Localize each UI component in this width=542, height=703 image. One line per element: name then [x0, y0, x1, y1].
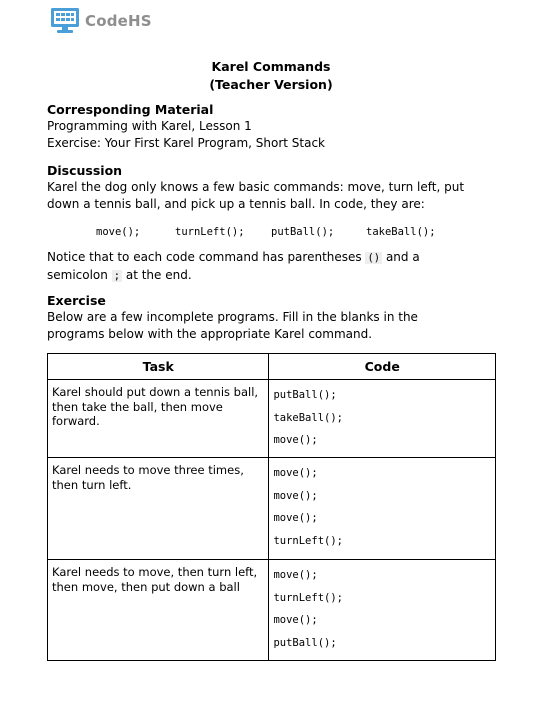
code-list	[269, 560, 495, 654]
discussion-heading: Discussion	[47, 163, 123, 178]
exercise-text: Below are a few incomplete programs. Fill in the blanks in the programs below with the appropriate Karel command.	[47, 310, 418, 341]
code-line: move();	[273, 569, 318, 581]
task-description: Karel should put down a tennis ball, then take the ball, then move forward.	[52, 385, 259, 428]
task-cell	[48, 458, 269, 560]
discussion-text: Karel the dog only knows a few basic commands: move, turn left, put down a tennis ball, and pick up a tennis ball. In code, they are:	[47, 180, 465, 211]
code-line: move();	[273, 489, 318, 502]
code-column-header: Code	[269, 354, 496, 380]
parentheses-code: ()	[367, 252, 381, 264]
logo-text: CodeHS	[85, 11, 152, 30]
task-description: Karel needs to move three times, then turn left.	[52, 463, 244, 492]
code-cell	[269, 380, 496, 458]
discussion-section	[47, 162, 492, 213]
codehs-logo	[50, 7, 152, 34]
table-row	[48, 458, 496, 560]
code-cell	[269, 560, 496, 661]
notice-text-start: Notice that to each code command has parentheses	[47, 250, 366, 264]
table-row	[48, 380, 496, 458]
table-header-row	[48, 354, 496, 380]
task-code-table	[47, 353, 496, 661]
table-row	[48, 560, 496, 661]
code-line: move();	[273, 512, 318, 524]
title-line-1: Karel Commands	[211, 59, 331, 74]
code-cell	[269, 458, 496, 560]
code-line: putBall();	[273, 389, 337, 401]
command-putball: putBall();	[271, 226, 335, 238]
exercise-section	[47, 292, 447, 343]
command-takeball: takeBall();	[366, 226, 436, 238]
code-line: turnLeft();	[273, 591, 343, 604]
notice-text-end: at the end.	[122, 268, 192, 282]
document-title	[0, 58, 542, 94]
semicolon-code: ;	[113, 270, 121, 282]
code-line: move();	[273, 434, 318, 446]
code-list	[269, 458, 495, 552]
title-line-2: (Teacher Version)	[209, 77, 333, 92]
computer-monitor-icon	[50, 7, 80, 34]
code-line: takeBall();	[273, 411, 343, 424]
corresponding-material-section	[47, 101, 497, 152]
code-line: move();	[273, 614, 318, 626]
material-exercise: Exercise: Your First Karel Program, Short Stack	[47, 136, 326, 150]
notice-paragraph	[47, 249, 447, 285]
code-list	[269, 380, 495, 452]
task-description: Karel needs to move, then turn left, then move, then put down a ball	[52, 565, 258, 594]
material-lesson: Programming with Karel, Lesson 1	[47, 119, 252, 133]
corresponding-material-heading: Corresponding Material	[47, 102, 214, 117]
code-line: putBall();	[273, 636, 337, 649]
command-turnleft: turnLeft();	[175, 226, 245, 238]
code-line: move();	[273, 467, 318, 479]
task-cell	[48, 380, 269, 458]
command-move: move();	[96, 226, 141, 238]
exercise-heading: Exercise	[47, 293, 106, 308]
code-line: turnLeft();	[273, 534, 343, 547]
notice-text-middle: and a semicolon	[47, 250, 420, 282]
task-cell	[48, 560, 269, 661]
task-column-header: Task	[48, 354, 269, 380]
